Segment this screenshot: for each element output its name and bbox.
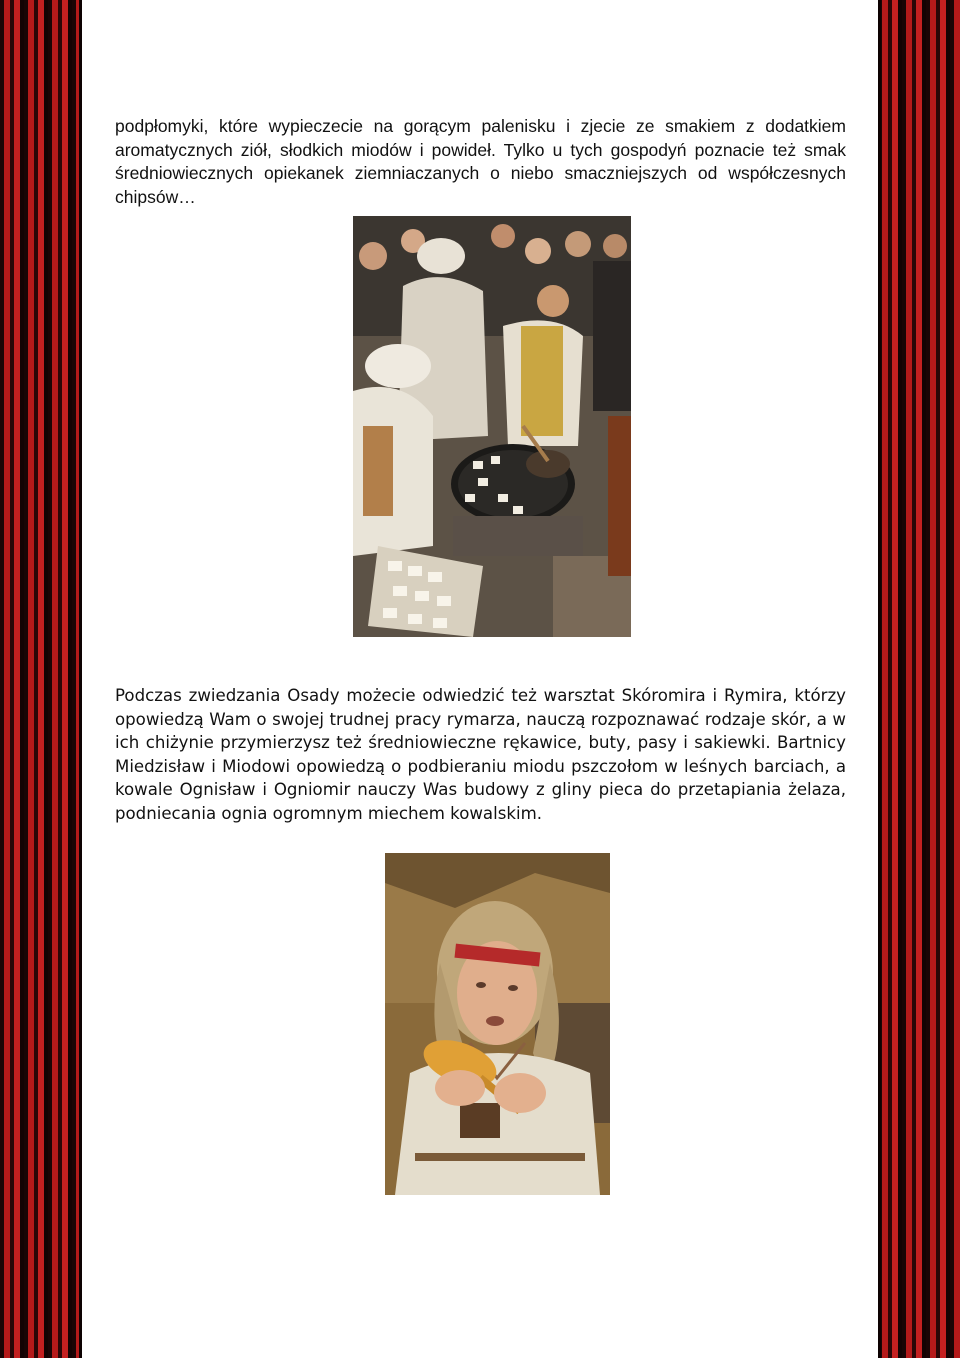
decorative-border-left [0, 0, 82, 1358]
paragraph-cooking: podpłomyki, które wypieczecie na gorącym palenisku i zjecie ze smakiem z dodatkiem aromatycznych ziół, słodkich miodów i powideł. Tylko u tych gospodyń poznacie też smak średniowiecznych opiekanek ziemniaczanych o niebo smaczniejszych od współczesnych chipsów… [115, 116, 846, 207]
decorative-border-right [878, 0, 960, 1358]
photo-women-cooking-flatbreads [353, 216, 631, 637]
photo-man-with-headband [385, 853, 610, 1195]
paragraph-workshops: Podczas zwiedzania Osady możecie odwiedzić też warsztat Skóromira i Rymira, którzy opowiedzą Wam o swojej trudnej pracy rymarza, nauczą rozpoznawać rodzaje skór, a w ich chiżynie przymierzysz też średniowieczne rękawice, buty, pasy i sakiewki. Bartnicy Miedzisław i Miodowi opowiedzą o podbieraniu miodu pszczołom w leśnych barciach, a kowale Ognisław i Ogniomir nauczy Was budowy z gliny pieca do przetapiania żelaza, podniecania ognia ogromnym miechem kowalskim. [115, 686, 846, 823]
